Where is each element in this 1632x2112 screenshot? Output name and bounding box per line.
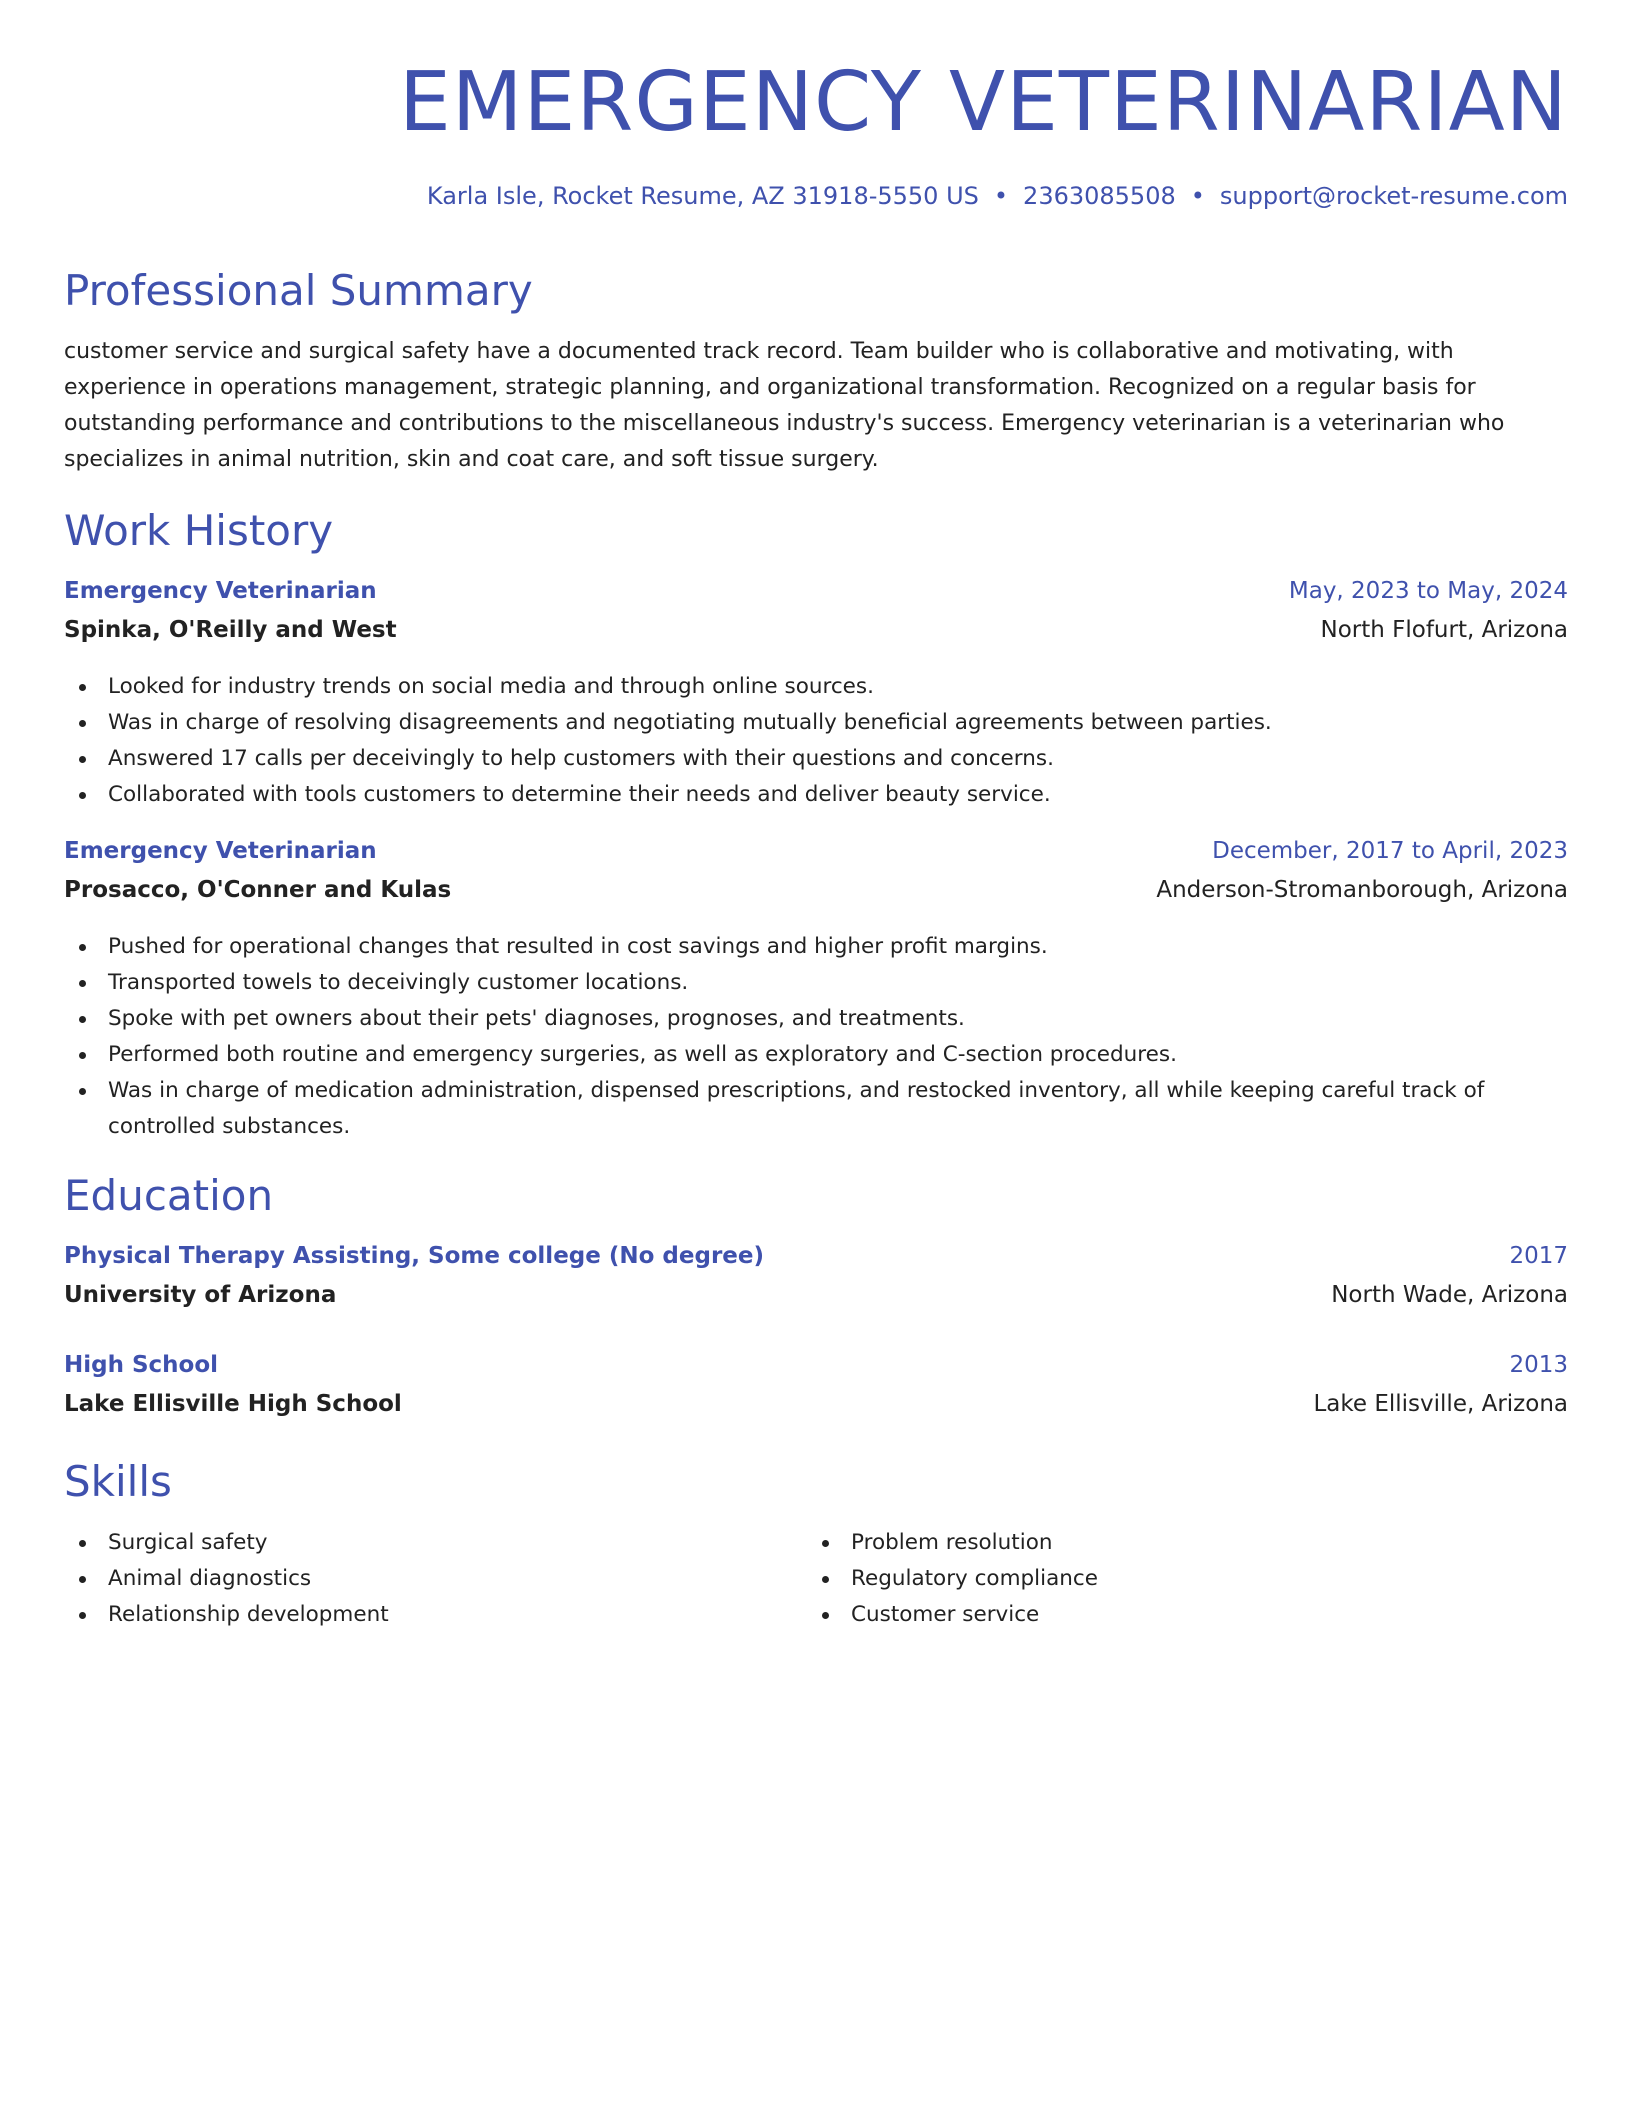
contact-phone: 2363085508 xyxy=(1023,182,1176,210)
skill-item: Customer service xyxy=(807,1597,1550,1633)
education-header-row xyxy=(64,1243,1568,1282)
job-role: Emergency Veterinarian xyxy=(64,578,377,604)
skills-list xyxy=(64,1525,1568,1633)
list-item: Collaborated with tools customers to determine their needs and deliver beauty service. xyxy=(64,777,1568,813)
job-company: Spinka, O'Reilly and West xyxy=(64,617,397,643)
education-school-row xyxy=(64,1391,1568,1431)
education-entry xyxy=(64,1352,1568,1431)
education-entry xyxy=(64,1243,1568,1322)
list-item: Performed both routine and emergency surgeries, as well as exploratory and C-section procedures. xyxy=(64,1037,1568,1073)
skills-column-left xyxy=(64,1525,807,1633)
job-entry xyxy=(64,838,1568,1145)
list-item: Pushed for operational changes that resulted in cost savings and higher profit margins. xyxy=(64,929,1568,965)
job-header-row xyxy=(64,578,1568,617)
work-history-heading: Work History xyxy=(64,506,334,555)
resume-page xyxy=(64,0,1568,1633)
job-role: Emergency Veterinarian xyxy=(64,838,377,864)
contact-line xyxy=(64,160,1568,218)
job-company: Prosacco, O'Conner and Kulas xyxy=(64,877,452,903)
resume-title: EMERGENCY VETERINARIAN xyxy=(399,55,1568,150)
education-degree: Physical Therapy Assisting, Some college (No degree) xyxy=(64,1243,765,1269)
job-dates: December, 2017 to April, 2023 xyxy=(1212,838,1568,864)
education-header-row xyxy=(64,1352,1568,1391)
skill-item: Animal diagnostics xyxy=(64,1561,807,1597)
skill-item: Surgical safety xyxy=(64,1525,807,1561)
contact-email[interactable]: support@rocket-resume.com xyxy=(1219,182,1568,210)
job-dates: May, 2023 to May, 2024 xyxy=(1288,578,1568,604)
education-school: Lake Ellisville High School xyxy=(64,1391,402,1417)
list-item: Answered 17 calls per deceivingly to help customers with their questions and concerns. xyxy=(64,741,1568,777)
job-location: Anderson-Stromanborough, Arizona xyxy=(1156,877,1568,903)
job-entry xyxy=(64,578,1568,813)
job-location: North Flofurt, Arizona xyxy=(1320,617,1568,643)
education-degree: High School xyxy=(64,1352,219,1378)
skill-item: Relationship development xyxy=(64,1597,807,1633)
education-location: Lake Ellisville, Arizona xyxy=(1313,1391,1568,1417)
education-school-row xyxy=(64,1282,1568,1322)
skills-column-right xyxy=(807,1525,1550,1633)
job-bullets xyxy=(64,669,1568,813)
education-location: North Wade, Arizona xyxy=(1331,1282,1568,1308)
contact-separator: • xyxy=(993,182,1009,210)
summary-text: customer service and surgical safety have a documented track record. Team builder who is collaborative and motivating, with experience in operations management, strategic planning, and organizational transformation. Recognized on a regular basis for outstanding performance and contributions to the miscellaneous industry's success. Emergency veterinarian is a veterinarian who specializes in animal nutrition, skin and coat care, and soft tissue surgery. xyxy=(64,339,1505,472)
education-year: 2017 xyxy=(1509,1243,1568,1269)
education-heading: Education xyxy=(64,1171,274,1220)
contact-address: Karla Isle, Rocket Resume, AZ 31918-5550 US xyxy=(426,182,979,210)
job-company-row xyxy=(64,877,1568,917)
education-school: University of Arizona xyxy=(64,1282,337,1308)
skill-item: Regulatory compliance xyxy=(807,1561,1550,1597)
skill-item: Problem resolution xyxy=(807,1525,1550,1561)
skills-heading: Skills xyxy=(64,1457,172,1506)
list-item: Looked for industry trends on social media and through online sources. xyxy=(64,669,1568,705)
job-bullets xyxy=(64,929,1568,1145)
job-header-row xyxy=(64,838,1568,877)
list-item: Transported towels to deceivingly customer locations. xyxy=(64,965,1568,1001)
summary-heading: Professional Summary xyxy=(64,266,533,315)
list-item: Was in charge of medication administration, dispensed prescriptions, and restocked inventory, all while keeping careful track of controlled substances. xyxy=(64,1073,1568,1145)
job-company-row xyxy=(64,617,1568,657)
list-item: Was in charge of resolving disagreements and negotiating mutually beneficial agreements between parties. xyxy=(64,705,1568,741)
list-item: Spoke with pet owners about their pets' diagnoses, prognoses, and treatments. xyxy=(64,1001,1568,1037)
contact-separator: • xyxy=(1190,182,1205,210)
education-year: 2013 xyxy=(1509,1352,1568,1378)
